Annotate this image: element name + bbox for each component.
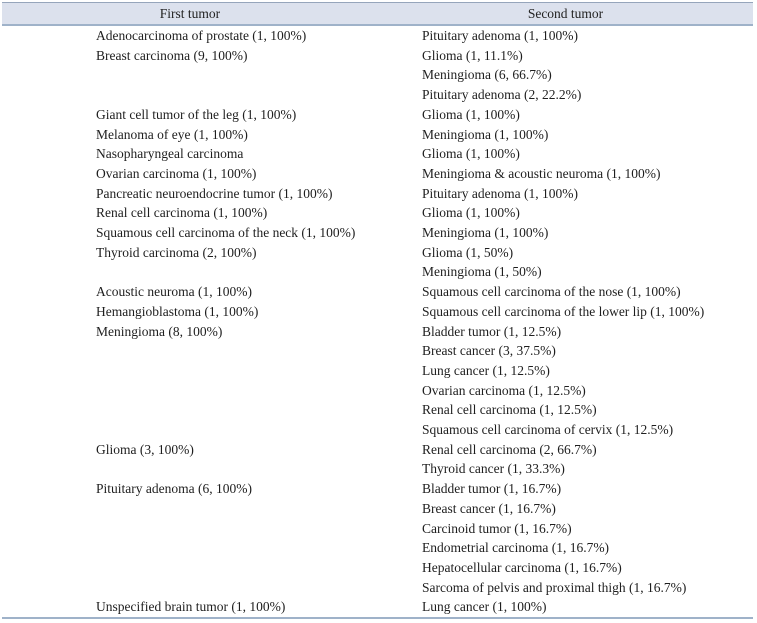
- second-tumor-cell: Lung cancer (1, 100%): [422, 599, 547, 615]
- table-row: [2, 223, 753, 243]
- table-row: [2, 341, 753, 361]
- first-tumor-cell: [2, 85, 378, 105]
- table-row: [2, 125, 753, 145]
- table-row: [2, 85, 753, 105]
- first-tumor-cell: Unspecified brain tumor (1, 100%): [96, 599, 286, 615]
- second-tumor-cell: Meningioma (1, 50%): [422, 264, 542, 280]
- first-tumor-cell: [2, 538, 378, 558]
- first-tumor-cell: Glioma (3, 100%): [96, 441, 194, 457]
- table-row: [2, 558, 753, 578]
- first-tumor-cell: Ovarian carcinoma (1, 100%): [96, 165, 257, 181]
- table-row: [2, 65, 753, 85]
- table-row: [2, 282, 753, 302]
- first-tumor-cell: Giant cell tumor of the leg (1, 100%): [96, 106, 297, 122]
- second-tumor-cell: Bladder tumor (1, 12.5%): [422, 323, 562, 339]
- second-tumor-cell: Renal cell carcinoma (1, 12.5%): [422, 402, 597, 418]
- first-tumor-cell: [2, 341, 378, 361]
- first-tumor-cell: Hemangioblastoma (1, 100%): [96, 303, 259, 319]
- second-tumor-cell: Ovarian carcinoma (1, 12.5%): [422, 382, 586, 398]
- first-tumor-cell: [2, 361, 378, 381]
- table-row: [2, 519, 753, 539]
- second-tumor-cell: Squamous cell carcinoma of the lower lip (1, 100%): [422, 303, 705, 319]
- first-tumor-cell: [2, 65, 378, 85]
- table-row: [2, 164, 753, 184]
- table-header: [2, 3, 753, 26]
- first-tumor-cell: [2, 558, 378, 578]
- table-row: [2, 538, 753, 558]
- second-tumor-cell: Hepatocellular carcinoma (1, 16.7%): [422, 559, 622, 575]
- table-row: [2, 381, 753, 401]
- second-tumor-cell: Renal cell carcinoma (2, 66.7%): [422, 441, 597, 457]
- first-tumor-cell: [2, 262, 378, 282]
- table-row: [2, 262, 753, 282]
- table-row: [2, 400, 753, 420]
- first-tumor-cell: [2, 381, 378, 401]
- first-tumor-cell: Melanoma of eye (1, 100%): [96, 126, 248, 142]
- first-tumor-cell: Renal cell carcinoma (1, 100%): [96, 205, 268, 221]
- table-row: [2, 243, 753, 263]
- column-header-second-tumor: Second tumor: [378, 3, 753, 26]
- first-tumor-cell: Adenocarcinoma of prostate (1, 100%): [96, 28, 307, 43]
- table-row: [2, 46, 753, 66]
- table-row: [2, 440, 753, 460]
- column-header-first-tumor: First tumor: [2, 3, 378, 26]
- table-row: [2, 184, 753, 204]
- first-tumor-cell: Pituitary adenoma (6, 100%): [96, 481, 252, 497]
- first-tumor-cell: [2, 420, 378, 440]
- table-row: [2, 597, 753, 618]
- first-tumor-cell: Nasopharyngeal carcinoma: [96, 146, 244, 162]
- second-tumor-cell: Breast cancer (3, 37.5%): [422, 343, 556, 359]
- second-tumor-cell: Squamous cell carcinoma of cervix (1, 12.5%): [422, 422, 674, 438]
- header-row: [2, 3, 753, 26]
- second-tumor-cell: Lung cancer (1, 12.5%): [422, 362, 550, 378]
- second-tumor-cell: Pituitary adenoma (1, 100%): [422, 28, 578, 43]
- table-row: [2, 105, 753, 125]
- first-tumor-cell: Squamous cell carcinoma of the neck (1, 100%): [96, 225, 356, 241]
- table-body: [2, 25, 753, 618]
- first-tumor-cell: Meningioma (8, 100%): [96, 323, 223, 339]
- table-row: [2, 499, 753, 519]
- first-tumor-cell: [2, 459, 378, 479]
- second-tumor-cell: Thyroid cancer (1, 33.3%): [422, 461, 565, 477]
- second-tumor-cell: Pituitary adenoma (1, 100%): [422, 185, 578, 201]
- first-tumor-cell: [2, 519, 378, 539]
- table-row: [2, 361, 753, 381]
- second-tumor-cell: Meningioma (1, 100%): [422, 126, 549, 142]
- second-tumor-cell: Glioma (1, 100%): [422, 106, 520, 122]
- table-row: [2, 322, 753, 342]
- table-row: [2, 420, 753, 440]
- second-tumor-cell: Meningioma (1, 100%): [422, 225, 549, 241]
- table-row: [2, 144, 753, 164]
- table-row: [2, 203, 753, 223]
- second-tumor-cell: Meningioma & acoustic neuroma (1, 100%): [422, 165, 661, 181]
- table-row: [2, 25, 753, 46]
- second-tumor-cell: Breast cancer (1, 16.7%): [422, 500, 556, 516]
- first-tumor-cell: [2, 400, 378, 420]
- second-tumor-cell: Squamous cell carcinoma of the nose (1, 100%): [422, 284, 681, 300]
- second-tumor-cell: Glioma (1, 11.1%): [422, 47, 523, 63]
- first-tumor-cell: Acoustic neuroma (1, 100%): [96, 284, 252, 300]
- table-row: [2, 459, 753, 479]
- table-row: [2, 479, 753, 499]
- second-tumor-cell: Glioma (1, 50%): [422, 244, 514, 260]
- second-tumor-cell: Endometrial carcinoma (1, 16.7%): [422, 540, 610, 556]
- second-tumor-cell: Glioma (1, 100%): [422, 205, 520, 221]
- second-tumor-cell: Meningioma (6, 66.7%): [422, 67, 552, 83]
- first-tumor-cell: [2, 499, 378, 519]
- first-tumor-cell: Breast carcinoma (9, 100%): [96, 47, 248, 63]
- second-tumor-cell: Pituitary adenoma (2, 22.2%): [422, 87, 582, 103]
- first-tumor-cell: Thyroid carcinoma (2, 100%): [96, 244, 257, 260]
- first-tumor-cell: Pancreatic neuroendocrine tumor (1, 100%): [96, 185, 333, 201]
- second-tumor-cell: Bladder tumor (1, 16.7%): [422, 481, 562, 497]
- table-row: [2, 578, 753, 598]
- first-tumor-cell: [2, 578, 378, 598]
- second-tumor-cell: Glioma (1, 100%): [422, 146, 520, 162]
- table-row: [2, 302, 753, 322]
- second-tumor-cell: Sarcoma of pelvis and proximal thigh (1, 16.7%): [422, 579, 687, 595]
- first-second-tumor-table: [2, 2, 753, 619]
- second-tumor-cell: Carcinoid tumor (1, 16.7%): [422, 520, 572, 536]
